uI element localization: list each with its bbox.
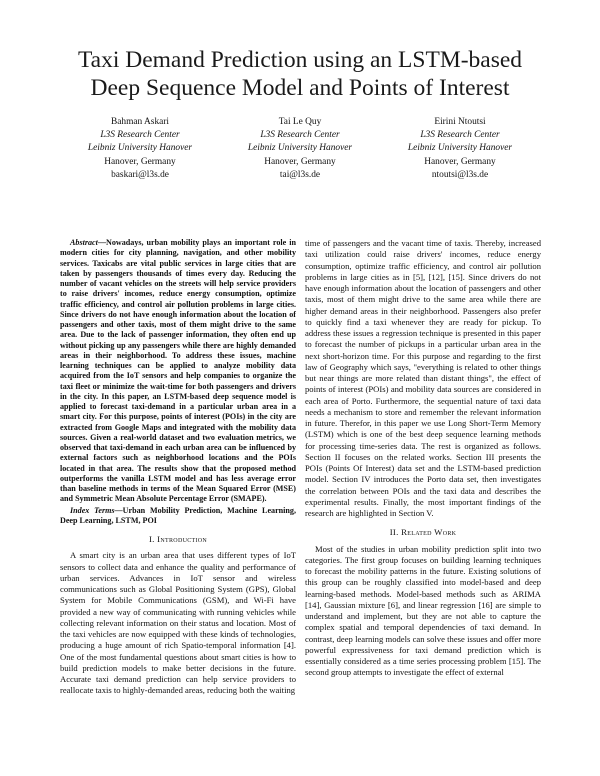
section-heading-introduction: I. Introduction (148, 534, 208, 544)
intro-paragraph-continued: time of passengers and the vacant time of taxis. Thereby, increased taxi utilization could raise drivers' incomes, reduce energy consumption, optimize traffic efficiency, and control air pollution problems in large cities as in [5], [12], [15]. Since drivers do not have enough information about the location of passengers and other taxis, most of them might drive to the same area while there are higher demand areas in their neighborhood. Passengers also prefer to quickly find a taxi whenever they are ready for pickup. To address these issues a regression technique is presented in this paper to forecast the number of pickups in a particular urban area in the next short-horizon time. For this purpose and regarding to the first law of Geography which says, "everything is related to other things but near things are more related than distant things", the effect of points of interest (POIs) and mobility data sources are considered in each area of Porto. Furthermore, the sequential nature of taxi data needs a mechanism to store and remember the relevant information in future. Therefor, in this paper we use Long Short-Term Memory (LSTM) which is one of the best deep sequence learning methods for processing time-series data. The rest is organized as follows. Section II focuses on the related works. Section III presents the POIs (Points Of Interest) data set and the LSTM-based prediction model. Section IV introduces the Porto data set, then investigates the correlation between POIs and the taxi data and describes the experimental results. Finally, the most important findings of the research are highlighted in Section V. (305, 238, 541, 518)
author-org: L3S Research Center (260, 130, 340, 141)
author-name: Bahman Askari (110, 117, 170, 127)
paper-title (40, 46, 560, 102)
author-univ: Leibniz University Hanover (87, 143, 193, 154)
author-email: tai@l3s.de (279, 169, 321, 180)
author-block (380, 116, 540, 182)
left-column (60, 238, 296, 697)
author-block (60, 116, 220, 182)
author-email: ntoutsi@l3s.de (431, 169, 489, 180)
title-line-1: Taxi Demand Prediction using an LSTM-based (77, 47, 523, 73)
author-org: L3S Research Center (100, 130, 180, 141)
title-line-2: Deep Sequence Model and Points of Interest (90, 75, 510, 101)
intro-paragraph: A smart city is an urban area that uses different types of IoT sensors to collect data and enhance the quality and performance of urban services. Advances in IoT sensor and wireless communications such as Global Positioning System (GPS), Global System for Mobile Communications (GSM), and Wi-Fi have provided a new way of communicating with running vehicles while collecting relevant information on their status and location. Most of the taxi vehicles are now equipped with these kinds of technologies, producing a huge amount of rich Spatio-temporal information [4]. One of the most fundamental questions about smart cities is how to build prediction models to make better decisions in the future. Accurate taxi demand prediction can help service providers to reallocate taxis to highly-demanded areas, reducing both the waiting (60, 550, 296, 696)
author-name: Eirini Ntoutsi (434, 117, 486, 127)
right-column (305, 238, 541, 679)
author-name: Tai Le Quy (278, 117, 322, 127)
author-city: Hanover, Germany (264, 156, 336, 167)
author-email: baskari@l3s.de (111, 169, 169, 180)
author-block (220, 116, 380, 182)
section-heading-related-work: II. Related Work (389, 527, 457, 538)
index-terms-label: Index Terms (70, 505, 115, 515)
index-terms (60, 506, 296, 527)
author-city: Hanover, Germany (424, 156, 496, 167)
abstract (60, 238, 296, 505)
author-univ: Leibniz University Hanover (407, 143, 513, 154)
related-work-paragraph: Most of the studies in urban mobility prediction split into two categories. The first group focuses on building learning techniques to forecast the mobility patterns in the future. Existing solutions of this group can be roughly classified into model-based and deep learning-based methods. Model-based methods such as ARIMA [14], Gaussian mixture [6], and linear regression [16] are simple to understand and implement, but they are not able to capture the complex spatial and temporal dependencies of taxi demand. In contrast, deep learning models can solve these issues and offer more powerful expressiveness for taxi demand prediction which is essentially considered as a time series processing problem [15]. The second group attempts to investigate the effect of external (305, 543, 541, 678)
author-org: L3S Research Center (420, 130, 500, 141)
index-terms-text: —Urban Mobility Prediction, Machine Learning, Deep Learning, LSTM, POI (60, 505, 296, 525)
abstract-label: Abstract (70, 238, 98, 247)
author-univ: Leibniz University Hanover (247, 143, 353, 154)
abstract-text: —Nowadays, urban mobility plays an important role in modern cities for city planning, navigation, and other mobility services. Taxicabs are vital public services in large cities that are taken by passengers thousands of times every day. Reducing the number of vacant vehicles on the streets will help service providers to raise drivers' incomes, reduce energy consumption, optimize traffic efficiency, and control air pollution problems in large cities. Since drivers do not have enough information about the location of passengers and other taxis, most of them might drive to the same area. Due to the lack of passenger information, they often end up without picking up any passengers while there are highly demanded areas in their neighborhood. To address these issues, machine learning techniques can be applied to analyze mobility data acquired from the IoT sensors and help companies to organize the taxi fleet or minimize the wait-time for both passengers and drivers in the city. In this paper, an LSTM-based deep sequence model is applied to forecast taxi-demand in a particular urban area in a smart city. For this purpose, points of interest (POIs) in the city are extracted from Google Maps and integrated with the mobility data sources. Given a real-world dataset and two evaluation metrics, we observed that taxi-demand in each urban area can be influenced by external factors such as neighborhood locations and the POIs located in that area. The results show that the proposed method outperforms the vanilla LSTM model and has less average error than baseline methods in terms of the Mean Squared Error (MSE) and Symmetric Mean Absolute Percentage Error (SMAPE). (60, 238, 296, 504)
author-city: Hanover, Germany (104, 156, 176, 167)
